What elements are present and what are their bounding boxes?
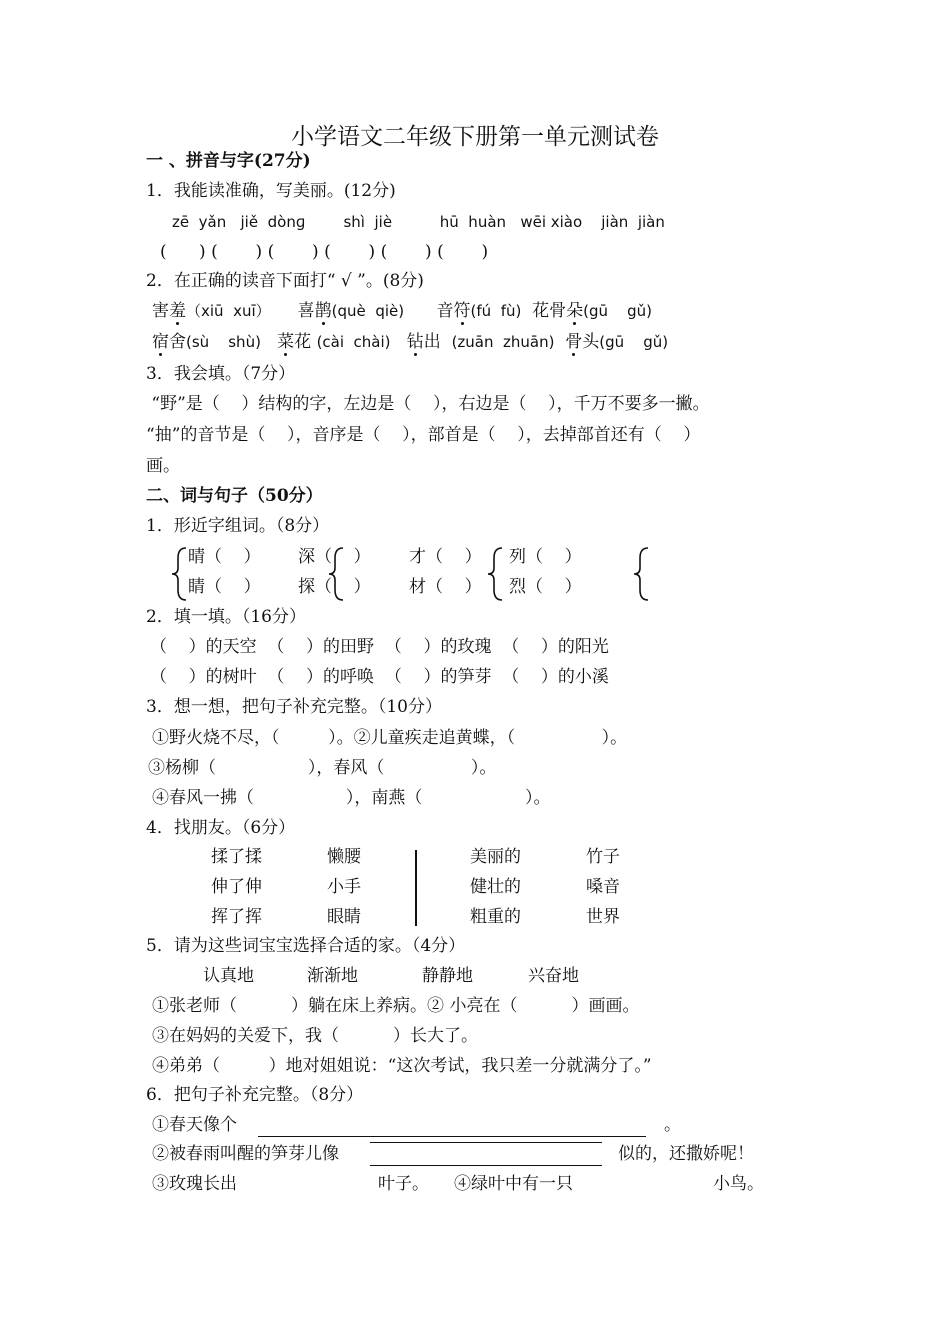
s2-q1-item[interactable]: 列（ ） bbox=[509, 547, 582, 567]
dotted-char: 鹊 bbox=[314, 301, 332, 321]
pinyin-choice[interactable]: (gū gǔ) bbox=[599, 333, 669, 351]
word: 花 bbox=[294, 332, 312, 352]
word: 舍 bbox=[169, 332, 186, 352]
s2-q1-item[interactable]: 烈（ ） bbox=[509, 577, 582, 597]
page-title: 小学语文二年级下册第一单元测试卷 bbox=[291, 124, 659, 150]
s1-q1-blanks[interactable]: ( ) ( ) ( ) ( ) ( ) ( ) bbox=[160, 242, 489, 262]
s2-q6-line2-end: 似的，还撒娇呢！ bbox=[618, 1144, 754, 1164]
word-choice[interactable]: 渐渐地 bbox=[307, 966, 358, 986]
word-choice[interactable]: 静静地 bbox=[422, 966, 473, 986]
s2-q2-row2[interactable]: （ ）的树叶 （ ）的呼唤 （ ）的笋芽 （ ）的小溪 bbox=[150, 667, 609, 687]
s1-q2-row2 bbox=[152, 331, 668, 353]
s2-q1-item[interactable]: 材（ ） bbox=[409, 577, 482, 597]
match-right-word[interactable]: 嗓音 bbox=[586, 877, 620, 897]
word: 喜 bbox=[297, 301, 315, 321]
dotted-char: 钻 bbox=[406, 332, 424, 352]
s2-q5-line1[interactable]: ①张老师（ ）躺在床上养病。② 小亮在（ ）画画。 bbox=[152, 996, 640, 1016]
s2-q1-prompt: 1．形近字组词。（8分） bbox=[146, 516, 330, 536]
match-left-word[interactable]: 小手 bbox=[327, 877, 361, 897]
pinyin-choice[interactable]: (cài chài) bbox=[316, 333, 391, 351]
s2-q2-prompt: 2．填一填。（16分） bbox=[146, 607, 306, 627]
s2-q6-line2-start: ②被春雨叫醒的笋芽儿像 bbox=[152, 1144, 339, 1164]
s2-q5-line3[interactable]: ④弟弟（ ）地对姐姐说：“这次考试，我只差一分就满分了。” bbox=[152, 1056, 652, 1076]
dotted-char: 羞 bbox=[169, 301, 186, 321]
pinyin-choice[interactable]: (zuān zhuān) bbox=[451, 333, 555, 351]
match-left-word[interactable]: 伸了伸 bbox=[211, 877, 262, 897]
s2-q6-line3-end: 小鸟。 bbox=[713, 1174, 764, 1194]
s2-q6-line1-start: ①春天像个 bbox=[152, 1115, 237, 1135]
s2-q4-prompt: 4．找朋友。（6分） bbox=[146, 818, 296, 838]
word: 害 bbox=[152, 301, 169, 321]
s1-q2-row1 bbox=[152, 300, 652, 322]
match-left-word[interactable]: 眼睛 bbox=[327, 907, 361, 927]
pinyin-choice[interactable]: (gū gǔ) bbox=[583, 302, 653, 320]
brace-icon bbox=[170, 546, 190, 602]
s1-q1-prompt: 1．我能读准确，写美丽。(12分) bbox=[146, 181, 396, 201]
s2-q5-line2[interactable]: ③在妈妈的关爱下，我（ ）长大了。 bbox=[152, 1026, 479, 1046]
s2-q1-item[interactable]: 才（ ） bbox=[409, 547, 482, 567]
s1-q1-pinyin: zē yǎn jiě dònɡ shì jiè hū huàn wēi xiào jiàn jiàn bbox=[172, 213, 665, 231]
dotted-char: 宿 bbox=[152, 332, 169, 352]
match-right-word[interactable]: 竹子 bbox=[586, 847, 620, 867]
brace-icon bbox=[486, 546, 506, 602]
answer-line[interactable] bbox=[258, 1136, 646, 1137]
word-choice[interactable]: 兴奋地 bbox=[528, 966, 579, 986]
brace-icon bbox=[632, 546, 652, 602]
section2-heading: 二、词与句子（50分） bbox=[146, 486, 323, 506]
s2-q6-line3-start2: ④绿叶中有一只 bbox=[454, 1174, 573, 1194]
section1-heading: 一 、拼音与字(27分) bbox=[146, 151, 311, 171]
pinyin-choice[interactable]: (sù shù) bbox=[186, 333, 261, 351]
match-right-word[interactable]: 世界 bbox=[586, 907, 620, 927]
s2-q3-line3[interactable]: ④春风一拂（ ），南燕（ ）。 bbox=[152, 788, 551, 808]
s2-q1-item[interactable]: 睛（ ） bbox=[188, 577, 261, 597]
s2-q6-line1-end: 。 bbox=[664, 1115, 681, 1135]
match-left-word[interactable]: 挥了挥 bbox=[211, 907, 262, 927]
s1-q3-prompt: 3．我会填。（7分） bbox=[146, 364, 296, 384]
s2-q1-item[interactable]: 晴（ ） bbox=[188, 547, 261, 567]
word-choice[interactable]: 认真地 bbox=[203, 966, 254, 986]
s2-q1-item[interactable]: 深（ ） bbox=[298, 547, 371, 567]
pinyin-choice[interactable]: （xiū xuī） bbox=[186, 302, 271, 320]
match-right-word[interactable]: 美丽的 bbox=[470, 847, 521, 867]
word: 音 bbox=[436, 301, 454, 321]
dotted-char: 骨 bbox=[565, 332, 583, 352]
pinyin-choice[interactable]: (què qiè) bbox=[331, 302, 405, 320]
s1-q3-line3: 画。 bbox=[146, 456, 180, 476]
s1-q3-line1[interactable]: “野”是（ ）结构的字，左边是（ ），右边是（ ），千万不要多一撇。 bbox=[146, 394, 710, 414]
dotted-char: 朵 bbox=[566, 301, 584, 321]
word: 花骨 bbox=[532, 301, 567, 321]
s2-q3-prompt: 3．想一想，把句子补充完整。（10分） bbox=[146, 697, 442, 717]
answer-line[interactable] bbox=[370, 1165, 602, 1166]
match-left-word[interactable]: 懒腰 bbox=[327, 847, 361, 867]
divider bbox=[415, 850, 417, 926]
match-right-word[interactable]: 粗重的 bbox=[470, 907, 521, 927]
s2-q3-line1[interactable]: ①野火烧不尽，（ ）。②儿童疾走追黄蝶，（ ）。 bbox=[152, 728, 628, 748]
s1-q2-prompt: 2．在正确的读音下面打“ √ ”。(8分) bbox=[146, 271, 424, 291]
answer-line[interactable] bbox=[370, 1142, 602, 1143]
s2-q1-item[interactable]: 探（ ） bbox=[298, 577, 371, 597]
s2-q6-line3-mid: 叶子。 bbox=[378, 1174, 429, 1194]
s2-q2-row1[interactable]: （ ）的天空 （ ）的田野 （ ）的玫瑰 （ ）的阳光 bbox=[150, 637, 609, 657]
s2-q6-prompt: 6．把句子补充完整。（8分） bbox=[146, 1085, 364, 1105]
s2-q5-prompt: 5．请为这些词宝宝选择合适的家。（4分） bbox=[146, 936, 466, 956]
s2-q6-line3-start: ③玫瑰长出 bbox=[152, 1174, 237, 1194]
dotted-char: 符 bbox=[453, 301, 471, 321]
s2-q3-line2[interactable]: ③杨柳（ ），春风（ ）。 bbox=[148, 758, 497, 778]
pinyin-choice[interactable]: (fú fù) bbox=[470, 302, 522, 320]
match-left-word[interactable]: 揉了揉 bbox=[211, 847, 262, 867]
match-right-word[interactable]: 健壮的 bbox=[470, 877, 521, 897]
word: 头 bbox=[582, 332, 600, 352]
s1-q3-line2[interactable]: “抽”的音节是（ ），音序是（ ），部首是（ ），去掉部首还有（ ） bbox=[146, 425, 701, 445]
word: 出 bbox=[423, 332, 441, 352]
dotted-char: 菜 bbox=[277, 332, 295, 352]
